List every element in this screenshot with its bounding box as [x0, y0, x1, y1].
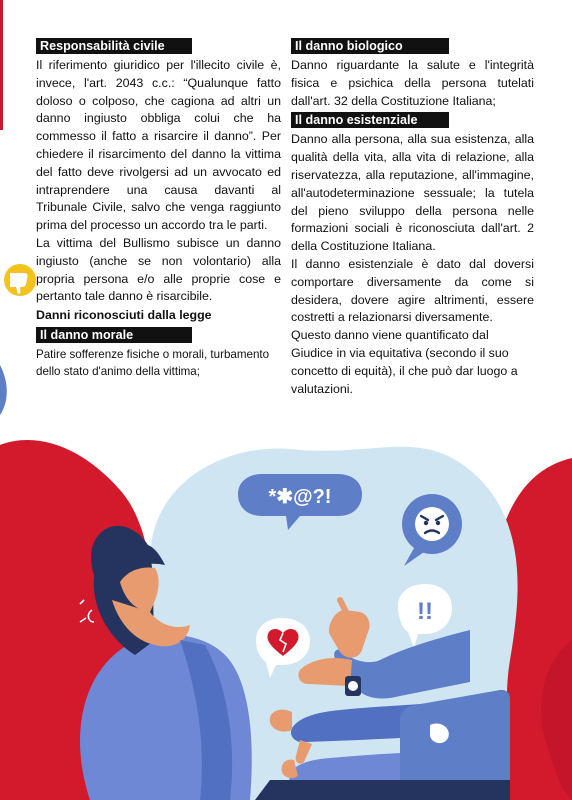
right-column	[291, 36, 534, 398]
angry-face-icon	[415, 507, 449, 541]
heading-danno-biologico: Il danno biologico	[291, 38, 449, 54]
paragraph-danno-esistenziale: Danno alla persona, alla sua esistenza, alla qualità della vita, alla vita di relazione, alla riservatezza, alla reputazione, all'immagine, all'autodeterminazione sessuale; la tutela del pieno sviluppo della persona nelle formazioni sociali è riconosciuta dall'art. 2 della Costituzione Italiana.	[291, 132, 534, 254]
paragraph-danno-biologico: Danno riguardante la salute e l'integrità fisica e psichica della persona tutelati dall'art. 32 della Costituzione Italiana;	[291, 58, 534, 108]
heading-danno-morale: Il danno morale	[36, 327, 192, 343]
paragraph-vittima-bullismo: La vittima del Bullismo subisce un danno ingiusto (anche se non volontario) alla propria persona e/o alle proprie cose e pertanto tale danno è risarcibile.	[36, 235, 281, 304]
paragraph-comportare-diversamente: Il danno esistenziale è dato dal doversi comportare diversamente da come si desidera, dovere agire altrimenti, essere costretti a relazionarsi diversamente.	[291, 256, 534, 325]
speech-bubble-text: *✱@?!	[268, 486, 332, 508]
heading-responsabilita-civile: Responsabilità civile	[36, 38, 192, 54]
paragraph-giudice-equitativa: Questo danno viene quantificato dal Giudice in via equitativa (secondo il suo concetto di equità), il che può dar luogo a valutazioni.	[291, 328, 518, 396]
exclamation-text: !!	[417, 598, 433, 625]
paragraph-danno-morale: Patire sofferenze fisiche o morali, turbamento dello stato d'animo della vittima;	[36, 347, 270, 378]
red-edge-accent	[0, 0, 3, 130]
heading-danno-esistenziale: Il danno esistenziale	[291, 112, 449, 128]
paragraph-art-2043: Il riferimento giuridico per l'illecito civile è, invece, l'art. 2043 c.c.: “Qualunque fatto doloso o colposo, che cagiona ad altri un danno ingiusto obbliga colui che ha commesso il fatto a risarcire il danno”. Per chiedere il risarcimento del danno la vittima del fatto deve rivolgersi ad un avvocato ed intraprendere una causa davanti al Tribunale Civile, salvo che venga raggiunto prima del processo un accordo tra le parti.	[36, 58, 281, 233]
thumbs-down-icon	[4, 262, 36, 298]
left-column	[36, 36, 281, 380]
subheading-danni-riconosciuti: Danni riconosciuti dalla legge	[36, 308, 212, 323]
